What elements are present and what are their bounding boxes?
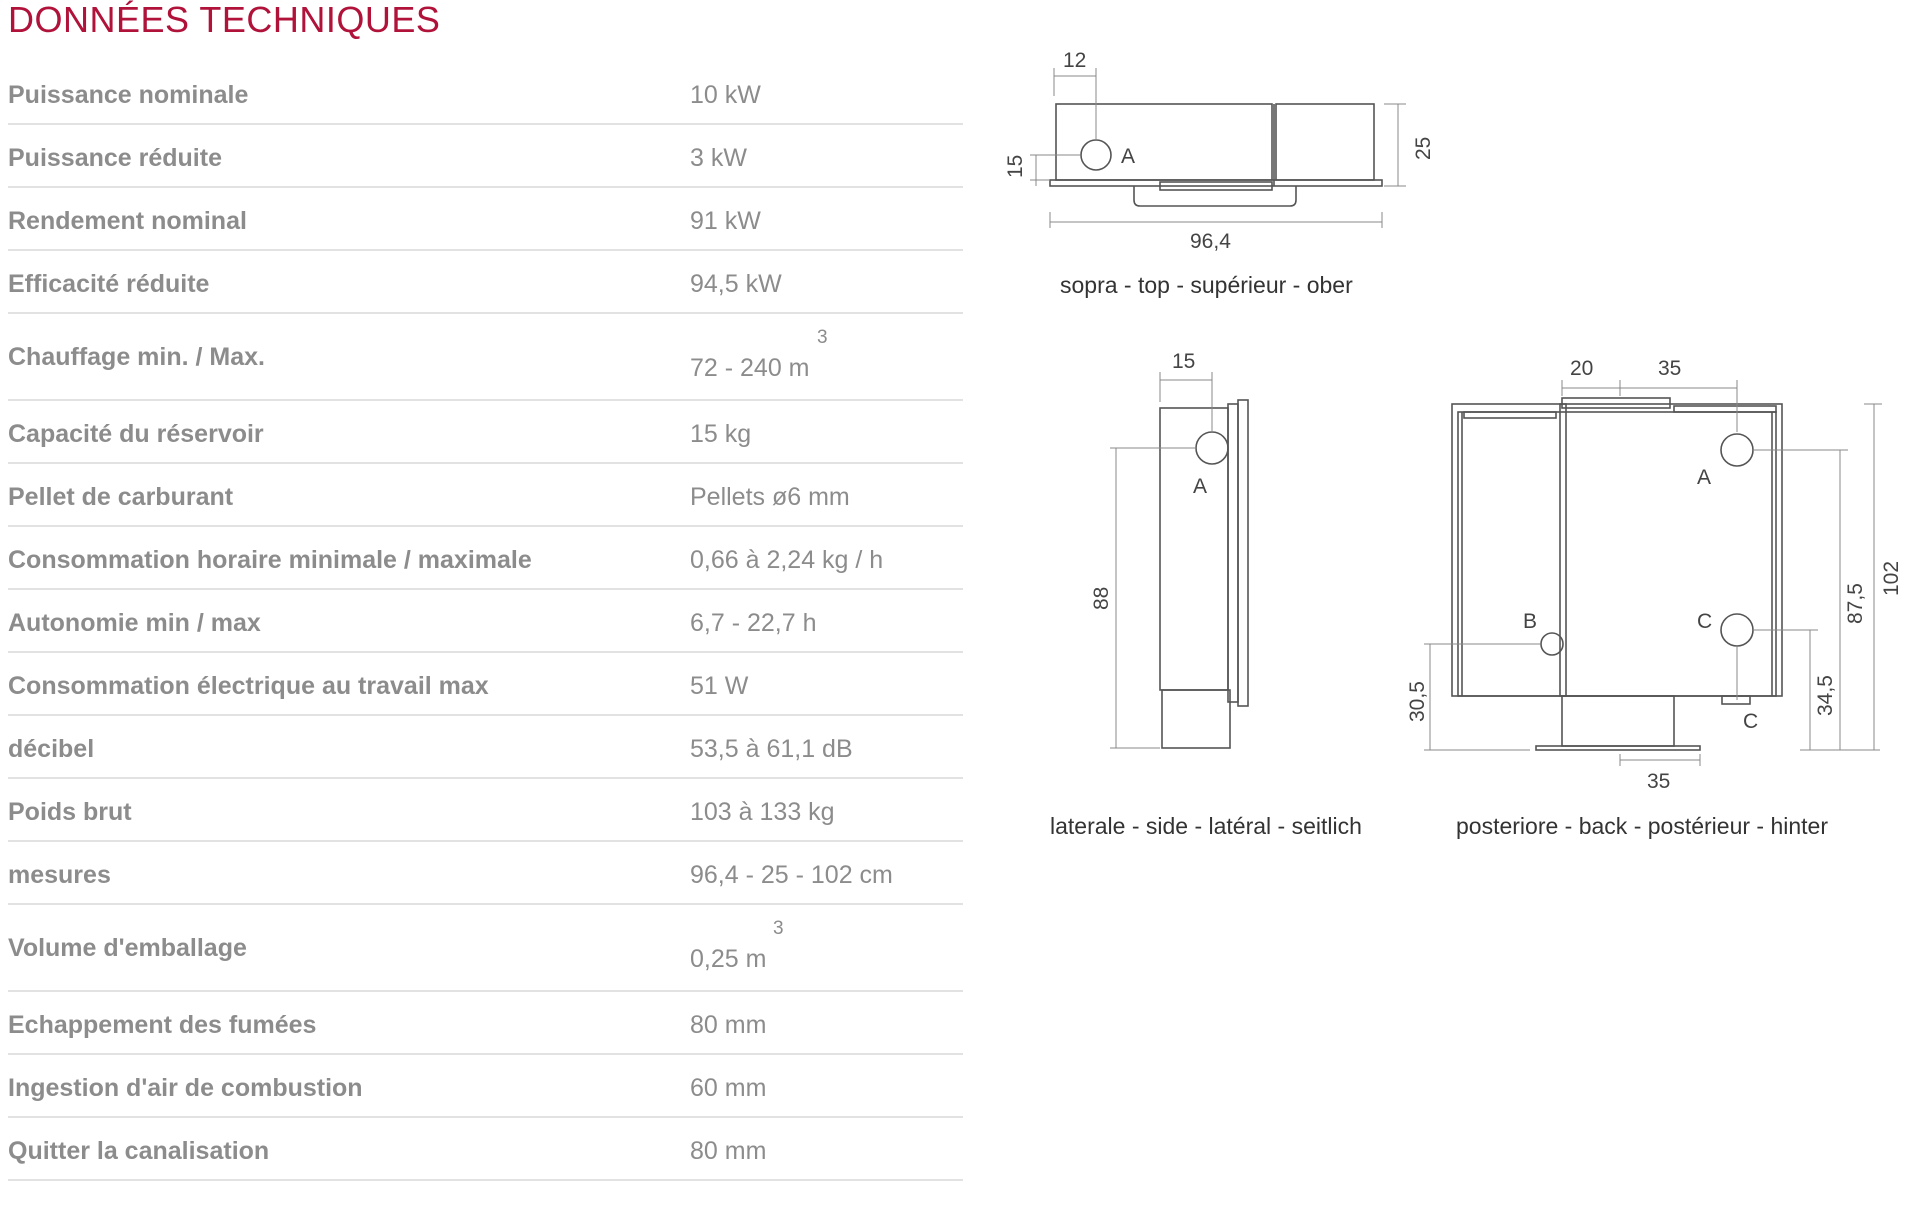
spec-row [8, 125, 963, 188]
back-c-height-label: 34,5 [1814, 675, 1837, 716]
back-point-c-outlet-label: C [1743, 710, 1759, 733]
spec-label: Puissance réduite [8, 144, 222, 172]
back-b-height-label: 30,5 [1406, 681, 1429, 722]
side-view-drawing [1110, 372, 1248, 748]
spec-row [8, 905, 963, 992]
top-offset-label: 12 [1063, 49, 1087, 72]
back-base-label: 35 [1647, 770, 1671, 793]
spec-label: Efficacité réduite [8, 270, 210, 298]
spec-row [8, 464, 963, 527]
back-view-caption: posteriore - back - postérieur - hinter [1456, 813, 1828, 839]
superscript-mark: 3 [773, 918, 784, 939]
back-view-drawing [1424, 380, 1882, 766]
spec-row [8, 1055, 963, 1118]
spec-label: Poids brut [8, 798, 132, 826]
back-left-offset-label: 20 [1570, 357, 1594, 380]
side-offset-label: 15 [1172, 350, 1196, 373]
spec-value: 3 kW [690, 144, 747, 172]
spec-label: Rendement nominal [8, 207, 247, 235]
back-a-height-label: 87,5 [1844, 583, 1867, 624]
side-height-label: 88 [1090, 586, 1113, 610]
side-point-a-label: A [1193, 475, 1208, 498]
spec-row [8, 992, 963, 1055]
spec-table [8, 62, 963, 1181]
spec-row [8, 188, 963, 251]
spec-label: Pellet de carburant [8, 483, 234, 511]
spec-value: 80 mm [690, 1011, 767, 1039]
spec-value: 10 kW [690, 81, 761, 109]
spec-label: Volume d'emballage [8, 934, 247, 962]
spec-value: 53,5 à 61,1 dB [690, 735, 853, 763]
superscript-mark: 3 [817, 327, 828, 348]
page-title: DONNÉES TECHNIQUES [8, 0, 441, 40]
spec-value: 103 à 133 kg [690, 798, 835, 826]
spec-value: 80 mm [690, 1137, 767, 1165]
spec-row [8, 251, 963, 314]
spec-label: Autonomie min / max [8, 609, 261, 637]
spec-value: 94,5 kW [690, 270, 782, 298]
spec-row [8, 716, 963, 779]
spec-value: 0,25 m [690, 945, 767, 973]
back-point-c-label: C [1697, 610, 1713, 633]
spec-label: décibel [8, 735, 95, 763]
spec-row [8, 1118, 963, 1181]
spec-value: 60 mm [690, 1074, 767, 1102]
spec-value: 96,4 - 25 - 102 cm [690, 861, 893, 889]
spec-value: 72 - 240 m [690, 354, 810, 382]
spec-value: Pellets ø6 mm [690, 483, 850, 511]
spec-value: 6,7 - 22,7 h [690, 609, 817, 637]
back-point-b-label: B [1523, 610, 1538, 633]
side-view-caption: laterale - side - latéral - seitlich [1050, 813, 1362, 839]
top-depth-right-label: 25 [1412, 136, 1435, 160]
spec-row [8, 842, 963, 905]
spec-row [8, 401, 963, 464]
spec-value: 0,66 à 2,24 kg / h [690, 546, 884, 574]
back-total-height-label: 102 [1880, 560, 1903, 596]
spec-label: Consommation horaire minimale / maximale [8, 546, 532, 574]
spec-row [8, 62, 963, 125]
spec-row [8, 590, 963, 653]
spec-label: Chauffage min. / Max. [8, 343, 265, 371]
spec-row [8, 527, 963, 590]
spec-value: 91 kW [690, 207, 761, 235]
back-right-offset-label: 35 [1658, 357, 1682, 380]
spec-label: Puissance nominale [8, 81, 249, 109]
spec-row [8, 779, 963, 842]
top-view-drawing [1030, 68, 1406, 228]
spec-label: Consommation électrique au travail max [8, 672, 489, 700]
top-point-a-label: A [1121, 145, 1136, 168]
spec-value: 15 kg [690, 420, 752, 448]
top-depth-left-label: 15 [1004, 154, 1027, 178]
spec-label: Echappement des fumées [8, 1011, 317, 1039]
spec-label: Ingestion d'air de combustion [8, 1074, 363, 1102]
spec-value: 51 W [690, 672, 749, 700]
spec-label: Quitter la canalisation [8, 1137, 270, 1165]
spec-row [8, 314, 963, 401]
spec-label: mesures [8, 861, 111, 889]
back-point-a-label: A [1697, 466, 1712, 489]
spec-label: Capacité du réservoir [8, 420, 264, 448]
top-view-caption: sopra - top - supérieur - ober [1060, 272, 1353, 298]
spec-row [8, 653, 963, 716]
top-width-label: 96,4 [1190, 230, 1231, 253]
